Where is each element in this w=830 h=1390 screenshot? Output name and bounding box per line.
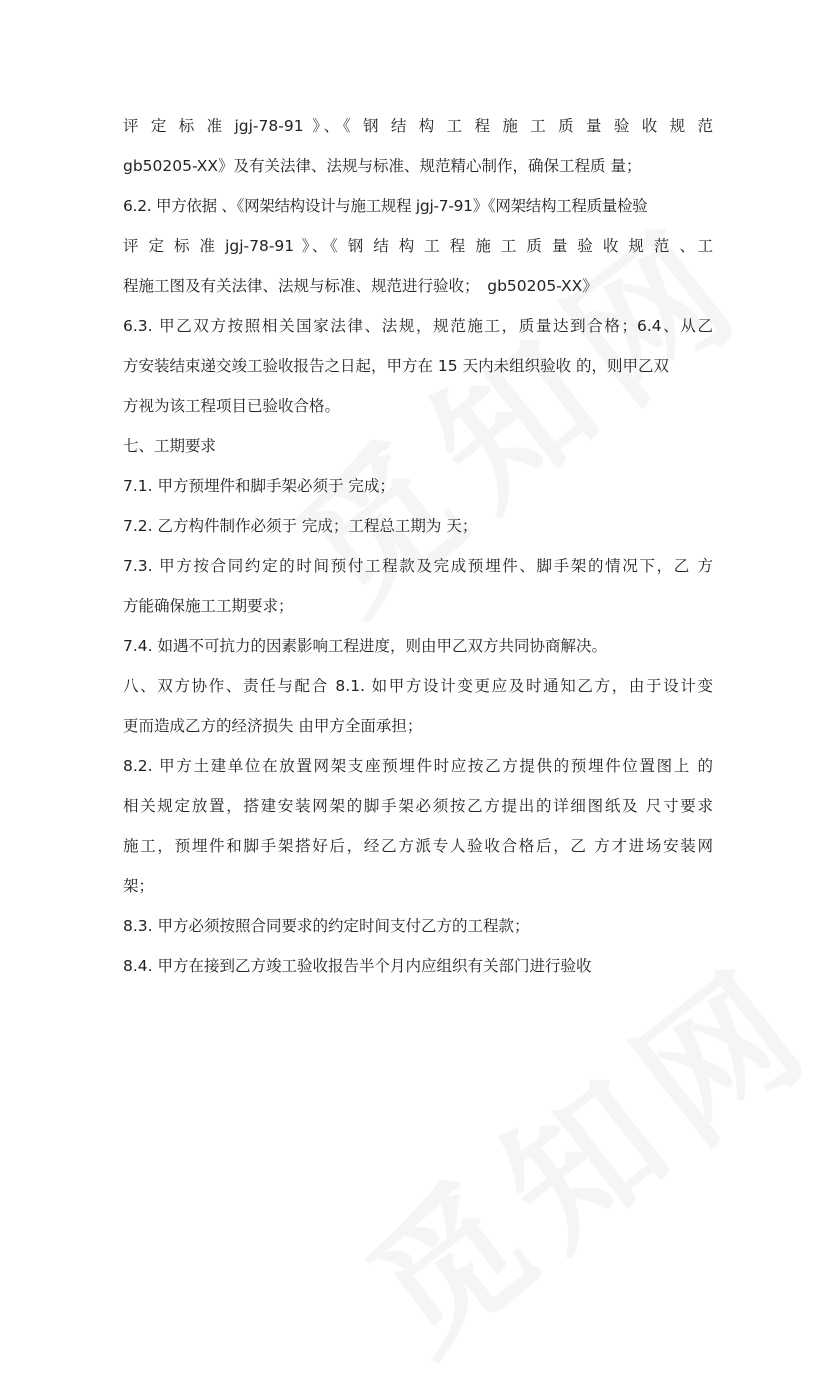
text-line: 相关规定放置，搭建安装网架的脚手架必须按乙方提出的详细图纸及 尺寸要求 <box>123 797 713 815</box>
section-heading: 八、双方协作、责任与配合 8.1. 如甲方设计变更应及时通知乙方，由于设计变 <box>123 677 713 695</box>
text-line: gb50205-XX》及有关法律、法规与标准、规范精心制作，确保工程质 量； <box>123 157 642 175</box>
text-line: 方能确保施工工期要求； <box>123 597 294 615</box>
text-line: 8.3. 甲方必须按照合同要求的约定时间支付乙方的工程款； <box>123 917 530 935</box>
text-line: 7.3. 甲方按合同约定的时间预付工程款及完成预埋件、脚手架的情况下，乙 方 <box>123 557 713 575</box>
text-line: 评 定 标 准 jgj-78-91 》、《 钢 结 构 工 程 施 工 质 量 验 收 规 范 <box>123 117 713 135</box>
section-heading: 七、工期要求 <box>123 437 217 455</box>
document-body <box>123 106 713 986</box>
text-line: 施工，预埋件和脚手架搭好后，经乙方派专人验收合格后，乙 方才进场安装网 <box>123 837 713 855</box>
text-line: 评 定 标 准 jgj-78-91 》、《 钢 结 构 工 程 施 工 质 量 验 收 规 范 、工 <box>123 237 713 255</box>
text-line: 6.2. 甲方依据 、《网架结构设计与施工规程 jgj-7-91》《网架结构工程质量检验 <box>123 197 648 215</box>
text-line: 8.4. 甲方在接到乙方竣工验收报告半个月内应组织有关部门进行验收 <box>123 957 592 975</box>
text-line: 方视为该工程项目已验收合格。 <box>123 397 341 415</box>
text-line: 程施工图及有关法律、法规与标准、规范进行验收； gb50205-XX》 <box>123 277 598 295</box>
text-line: 8.2. 甲方土建单位在放置网架支座预埋件时应按乙方提供的预埋件位置图上 的 <box>123 757 713 775</box>
text-line: 7.1. 甲方预埋件和脚手架必须于 完成； <box>123 477 395 495</box>
text-line: 架； <box>123 877 155 895</box>
text-line: 7.2. 乙方构件制作必须于 完成；工程总工期为 天； <box>123 517 478 535</box>
text-line: 更而造成乙方的经济损失 由甲方全面承担； <box>123 717 423 735</box>
text-line: 7.4. 如遇不可抗力的因素影响工程进度，则由甲乙双方共同协商解决。 <box>123 637 608 655</box>
text-line: 6.3. 甲乙双方按照相关国家法律、法规，规范施工，质量达到合格；6.4、从乙 <box>123 317 713 335</box>
text-line: 方安装结束递交竣工验收报告之日起，甲方在 15 天内未组织验收 的，则甲乙双 <box>123 357 670 375</box>
